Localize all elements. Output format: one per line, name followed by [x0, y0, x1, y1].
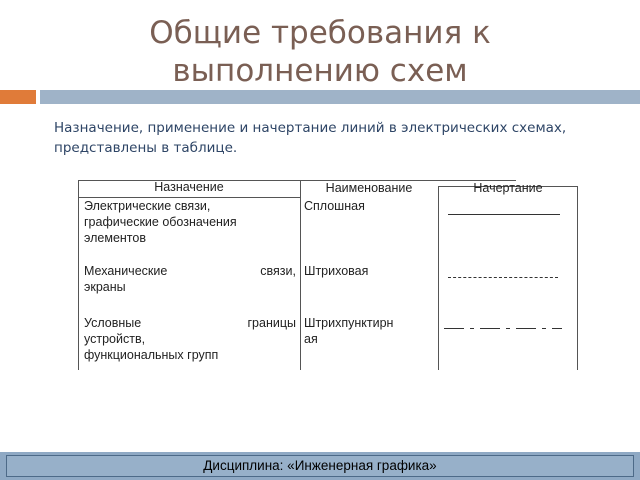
row-3-name — [304, 315, 438, 347]
row-2-name: Штриховая — [304, 264, 369, 278]
accent-block — [0, 90, 36, 104]
table-right-border — [577, 186, 578, 370]
footer-bar — [0, 452, 640, 480]
row-3-name-line: ая — [304, 332, 318, 346]
row-2-purpose-line: экраны — [84, 280, 126, 294]
row-3-word: границы — [247, 316, 296, 330]
row-2-purpose — [84, 263, 296, 295]
row-3-word: Условные — [84, 316, 142, 330]
row-3-purpose-line — [84, 315, 296, 331]
header-style: Начертание — [473, 181, 543, 195]
row-1-purpose — [84, 198, 296, 246]
row-1-purpose-line: графические обозначения — [84, 215, 237, 229]
dash-dot-line-sample — [444, 328, 562, 329]
header-purpose: Назначение — [154, 180, 224, 194]
row-2-word: Механические — [84, 264, 168, 278]
title-line-1: Общие требования к — [149, 15, 491, 51]
table-divider-1 — [300, 180, 301, 370]
row-1-purpose-line: элементов — [84, 231, 146, 245]
row-2-purpose-line — [84, 263, 296, 279]
footer-discipline: Дисциплина: «Инженерная графика» — [6, 455, 634, 477]
dashed-line-sample — [448, 277, 558, 278]
row-3-purpose-line: функциональных групп — [84, 348, 219, 362]
row-3-purpose-line: устройств, — [84, 332, 146, 346]
table-left-border — [78, 180, 79, 370]
row-1-purpose-line: Электрические связи, — [84, 199, 211, 213]
line-types-table — [78, 176, 578, 370]
title-line-2: выполнению схем — [172, 53, 468, 89]
slide-subtitle: Назначение, применение и начертание линий в электрических схемах, представлены в таблице. — [54, 120, 567, 156]
slide-title — [0, 14, 640, 90]
row-3-name-line: Штрихпунктирн — [304, 316, 394, 330]
accent-bar — [40, 90, 640, 104]
row-3-purpose — [84, 315, 296, 363]
header-name: Наименование — [325, 181, 413, 195]
row-1-name: Сплошная — [304, 199, 365, 213]
solid-line-sample — [448, 214, 560, 215]
table-divider-2 — [438, 186, 439, 370]
row-2-word: связи, — [260, 264, 296, 278]
